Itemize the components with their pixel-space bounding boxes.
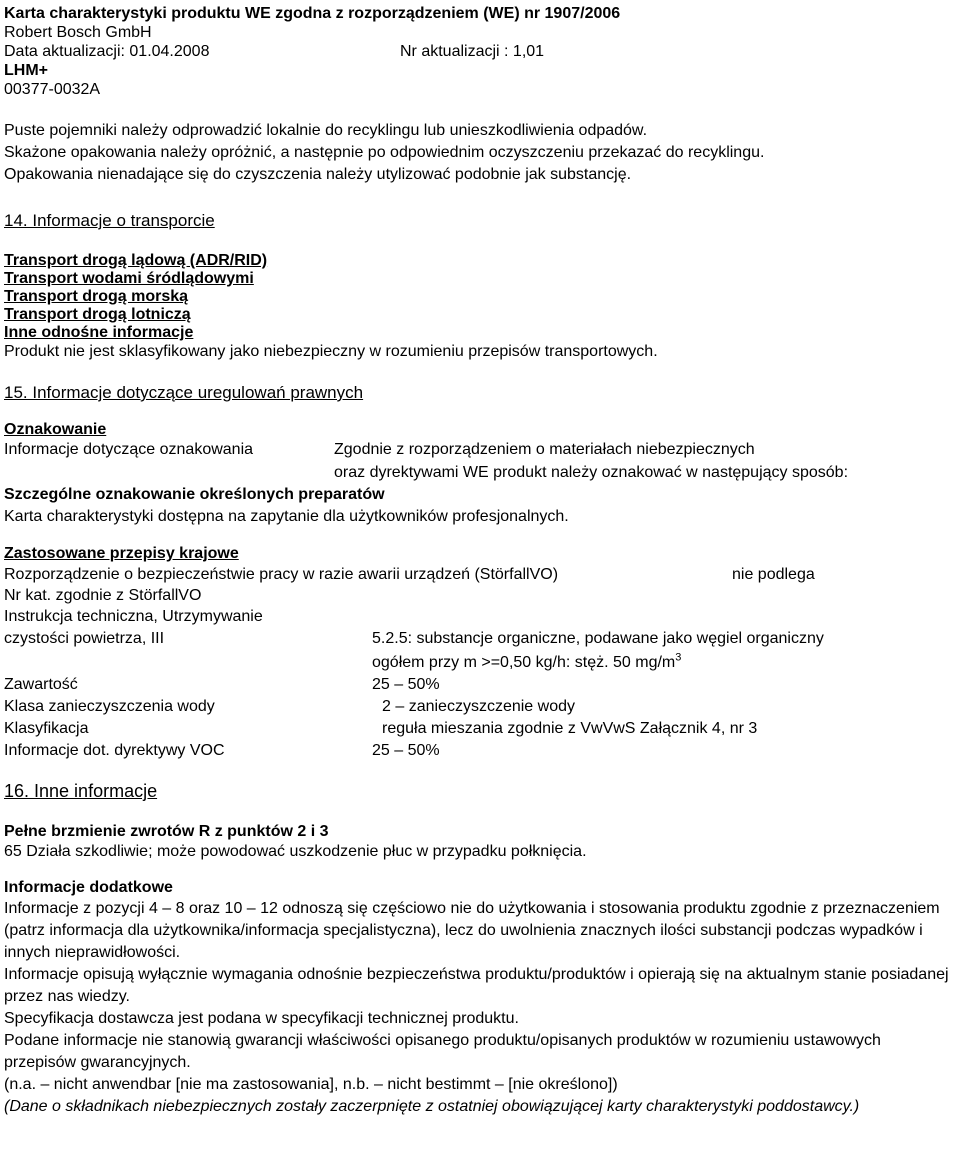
r-phrases-text: 65 Działa szkodliwie; może powodować uszkodzenie płuc w przypadku połknięcia. bbox=[4, 843, 587, 860]
tech-instruction-row bbox=[4, 628, 956, 650]
additional-info-paragraph: Informacje opisują wyłącznie wymagania odnośnie bezpieczeństwa produktu/produktów i opierają się na aktualnym stanie posiadanej przez nas wiedzy. bbox=[4, 966, 949, 1005]
transport-note: Produkt nie jest sklasyfikowany jako niebezpieczny w rozumieniu przepisów transportowych. bbox=[4, 343, 658, 360]
voc-row bbox=[4, 740, 956, 762]
classification-label: Klasyfikacja bbox=[4, 720, 89, 737]
superscript-three: 3 bbox=[675, 651, 682, 664]
disposal-line: Puste pojemniki należy odprowadzić lokalnie do recyklingu lub unieszkodliwienia odpadów. bbox=[4, 122, 648, 139]
water-class-value: 2 – zanieczyszczenie wody bbox=[382, 698, 575, 715]
content-value: 25 – 50% bbox=[372, 676, 440, 693]
additional-info-heading: Informacje dodatkowe bbox=[4, 879, 173, 896]
section-14-title: 14. Informacje o transporcie bbox=[4, 211, 215, 230]
disposal-block bbox=[4, 120, 956, 186]
content-label: Zawartość bbox=[4, 676, 78, 693]
special-labeling-heading: Szczególne oznakowanie określonych preparatów bbox=[4, 486, 385, 503]
product-name: LHM+ bbox=[4, 62, 48, 79]
special-labeling-text: Karta charakterystyki dostępna na zapytanie dla użytkowników profesjonalnych. bbox=[4, 508, 569, 525]
additional-info-paragraph: (n.a. – nicht anwendbar [nie ma zastosowania], n.b. – nicht bestimmt – [nie określono]) bbox=[4, 1076, 618, 1093]
section-16-title: 16. Inne informacje bbox=[4, 781, 158, 801]
water-class-label: Klasa zanieczyszczenia wody bbox=[4, 698, 215, 715]
national-regulations-heading: Zastosowane przepisy krajowe bbox=[4, 545, 239, 562]
supplier-note: (Dane o składnikach niebezpiecznych zostały zaczerpnięte z ostatniej obowiązującej karty charakterystyki poddostawcy.) bbox=[4, 1098, 860, 1115]
additional-info-paragraph: Specyfikacja dostawcza jest podana w specyfikacji technicznej produktu. bbox=[4, 1010, 519, 1027]
transport-list bbox=[4, 252, 956, 362]
tech-instruction-label-2: czystości powietrza, III bbox=[4, 630, 165, 647]
document-title: Karta charakterystyki produktu WE zgodna z rozporządzeniem (WE) nr 1907/2006 bbox=[4, 5, 621, 22]
section-15-title: 15. Informacje dotyczące uregulowań prawnych bbox=[4, 383, 364, 402]
labeling-row bbox=[4, 440, 956, 462]
labeling-value-2: oraz dyrektywami WE produkt należy oznakować w następujący sposób: bbox=[334, 464, 849, 481]
transport-item: Transport drogą lądową (ADR/RID) bbox=[4, 252, 268, 269]
document-page bbox=[4, 4, 956, 1118]
classification-row bbox=[4, 718, 956, 740]
transport-item: Transport drogą morską bbox=[4, 288, 189, 305]
storfall-value: nie podlega bbox=[732, 566, 815, 583]
labeling-heading: Oznakowanie bbox=[4, 421, 107, 438]
company-name: Robert Bosch GmbH bbox=[4, 24, 152, 41]
tech-instruction-label-1: Instrukcja techniczna, Utrzymywanie bbox=[4, 608, 263, 625]
r-phrases-heading: Pełne brzmienie zwrotów R z punktów 2 i 3 bbox=[4, 823, 329, 840]
content-row bbox=[4, 674, 956, 696]
additional-info-block bbox=[4, 898, 956, 1118]
product-code: 00377-0032A bbox=[4, 81, 101, 98]
tech-instruction-value-2 bbox=[372, 650, 681, 676]
tech-instruction-row-2 bbox=[4, 650, 956, 674]
storfall-row bbox=[4, 564, 956, 586]
additional-info-paragraph: Podane informacje nie stanowią gwarancji właściwości opisanego produktu/opisanych produktów w rozumieniu ustawowych przepisów gwarancyjnych. bbox=[4, 1032, 881, 1071]
classification-value: reguła mieszania zgodnie z VwVwS Załącznik 4, nr 3 bbox=[382, 720, 758, 737]
disposal-line: Opakowania nienadające się do czyszczenia należy utylizować podobnie jak substancję. bbox=[4, 166, 632, 183]
update-info bbox=[4, 42, 956, 61]
transport-item: Transport drogą lotniczą bbox=[4, 306, 191, 323]
labeling-value-1: Zgodnie z rozporządzeniem o materiałach niebezpiecznych bbox=[334, 441, 755, 458]
storfall-nrkat: Nr kat. zgodnie z StörfallVO bbox=[4, 587, 202, 604]
water-class-row bbox=[4, 696, 956, 718]
voc-value: 25 – 50% bbox=[372, 742, 440, 759]
tech-instruction-value-1: 5.2.5: substancje organiczne, podawane jako węgiel organiczny bbox=[372, 630, 824, 647]
labeling-label: Informacje dotyczące oznakowania bbox=[4, 441, 254, 458]
voc-label: Informacje dot. dyrektywy VOC bbox=[4, 742, 225, 759]
additional-info-paragraph: Informacje z pozycji 4 – 8 oraz 10 – 12 odnoszą się częściowo nie do użytkowania i stosowania produktu zgodnie z przeznaczeniem (patrz informacja dla użytkownika/informacja specjalistyczna), lecz do uwolnienia znacznych ilości substancji podczas wypadków i innych nieprawidłowości. bbox=[4, 900, 940, 961]
update-date: Data aktualizacji: 01.04.2008 bbox=[4, 43, 210, 60]
transport-item: Transport wodami śródlądowymi bbox=[4, 270, 254, 287]
disposal-line: Skażone opakowania należy opróżnić, a następnie po odpowiednim oczyszczeniu przekazać do recyklingu. bbox=[4, 144, 765, 161]
labeling-row-2 bbox=[4, 462, 956, 484]
tech-instruction-value-text: ogółem przy m >=0,50 kg/h: stęż. 50 mg/m bbox=[372, 654, 676, 671]
document-header bbox=[4, 4, 956, 99]
update-number: Nr aktualizacji : 1,01 bbox=[400, 43, 545, 60]
transport-item: Inne odnośne informacje bbox=[4, 324, 194, 341]
storfall-label: Rozporządzenie o bezpieczeństwie pracy w razie awarii urządzeń (StörfallVO) bbox=[4, 566, 559, 583]
